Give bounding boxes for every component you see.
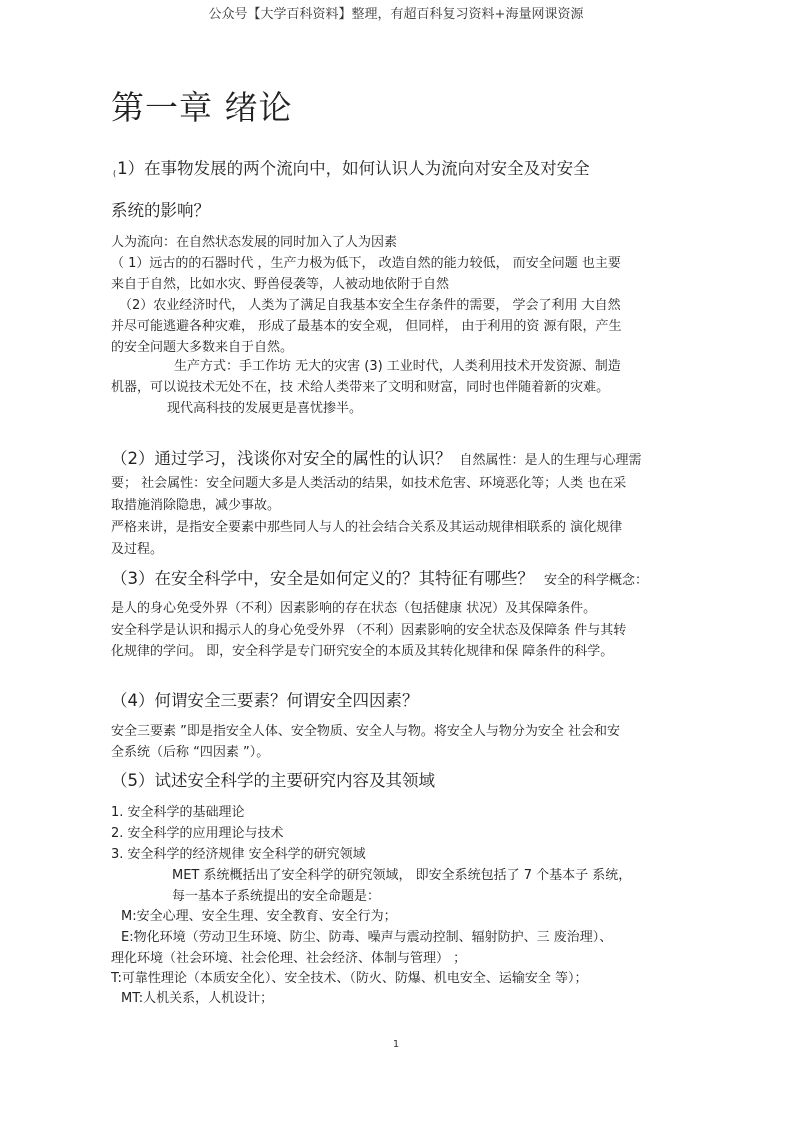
answer-5-line: 3. 安全科学的经济规律 安全科学的研究领域 [111,847,366,862]
answer-1-line: （2）农业经济时代， 人类为了满足自我基本安全生存条件的需要， 学会了利用 大自然 [119,298,621,313]
answer-5-line: T:可靠性理论（本质安全化）、安全技术、（防火、防爆、机电安全、运输安全 等）； [111,971,588,986]
question-2-line [111,448,642,470]
answer-2-line: 要； 社会属性：安全问题大多是人类活动的结果，如技术危害、环境恶化等；人类 也在采 [111,476,627,491]
page-header: 公众号【大学百科资料】整理，有超百科复习资料+海量网课资源 [208,7,584,22]
answer-3-line: 安全科学是认识和揭示人的身心免受外界 （不利）因素影响的安全状态及保障条 件与其转 [111,623,627,638]
page-number: 1 [392,1039,400,1050]
question-1-text: 1）在事物发展的两个流向中，如何认识人为流向对安全及对安全 [117,159,590,178]
question-1-line-2: 系统的影响？ [111,201,210,220]
answer-2-line: 取措施消除隐患，减少事故。 [111,498,281,513]
answer-5-line: E:物化环境（劳动卫生环境、防尘、防毒、噪声与震动控制、辐射防护、三 废治理）、 [121,930,613,945]
question-1-mark: ( [113,169,117,178]
answer-4-line: 安全三要素 ”即是指安全人体、安全物质、安全人与物。将安全人与物分为安全 社会和安 [111,724,621,739]
answer-1-line: （ 1）远古的的石器时代 ，生产力极为低下， 改造自然的能力较低， 而安全问题 也主要 [111,256,621,271]
question-3-line [111,568,648,590]
question-2-text: （2）通过学习，浅谈你对安全的属性的认识？ [111,449,452,468]
question-3-answer-start: 安全的科学概念： [544,573,649,588]
answer-1-line: 现代高科技的发展更是喜忧掺半。 [167,401,363,416]
answer-5-line: M:安全心理、安全生理、安全教育、安全行为； [121,909,397,924]
answer-1-line: 机器，可以说技术无处不在，技 术给人类带来了文明和财富，同时也伴随着新的灾难。 [111,380,610,395]
answer-5-line: 理化环境（社会环境、社会伦理、社会经济、体制与管理） ； [111,951,467,966]
answer-2-line: 严格来讲，是指安全要素中那些同人与人的社会结合关系及其运动规律相联系的 演化规律 [111,520,623,535]
question-5-text: （5）试述安全科学的主要研究内容及其领域 [111,771,435,790]
answer-4-line: 全系统（后称 “四因素 ”）。 [111,745,270,760]
answer-5-line: MET 系统概括出了安全科学的研究领域， 即安全系统包括了 7 个基本子 系统， [172,868,632,883]
answer-5-line: 每一基本子系统提出的安全命题是： [172,889,381,904]
answer-3-line: 化规律的学问。 即，安全科学是专门研究安全的本质及其转化规律和保 障条件的科学。 [111,644,614,659]
chapter-title: 第一章 绪论 [111,88,293,127]
question-3-text: （3）在安全科学中，安全是如何定义的？其特征有哪些？ [111,569,534,588]
question-2-answer-start: 自然属性：是人的生理与心理需 [459,453,642,468]
answer-2-line: 及过程。 [111,542,164,557]
answer-5-line: 1. 安全科学的基础理论 [111,805,245,820]
answer-1-line: 的安全问题大多数来自于自然。 [111,340,294,355]
answer-1-line: 人为流向：在自然状态发展的同时加入了人为因素 [111,235,398,250]
question-1-line-1 [113,158,590,185]
answer-3-line: 是人的身心免受外界（不利）因素影响的存在状态（包括健康 状况）及其保障条件。 [111,601,597,616]
answer-1-line: 生产方式：手工作坊 无大的灾害 (3) 工业时代，人类利用技术开发资源、制造 [174,359,621,374]
answer-1-line: 并尽可能逃避各种灾难， 形成了最基本的安全观， 但同样， 由于利用的资 源有限，产生 [111,319,622,334]
answer-5-line: MT:人机关系，人机设计； [121,991,274,1006]
answer-1-line: 来自于自然，比如水灾、野兽侵袭等，人被动地依附于自然 [111,277,450,292]
answer-5-line: 2. 安全科学的应用理论与技术 [111,826,284,841]
question-4-text: （4）何谓安全三要素？何谓安全四因素？ [111,691,419,710]
